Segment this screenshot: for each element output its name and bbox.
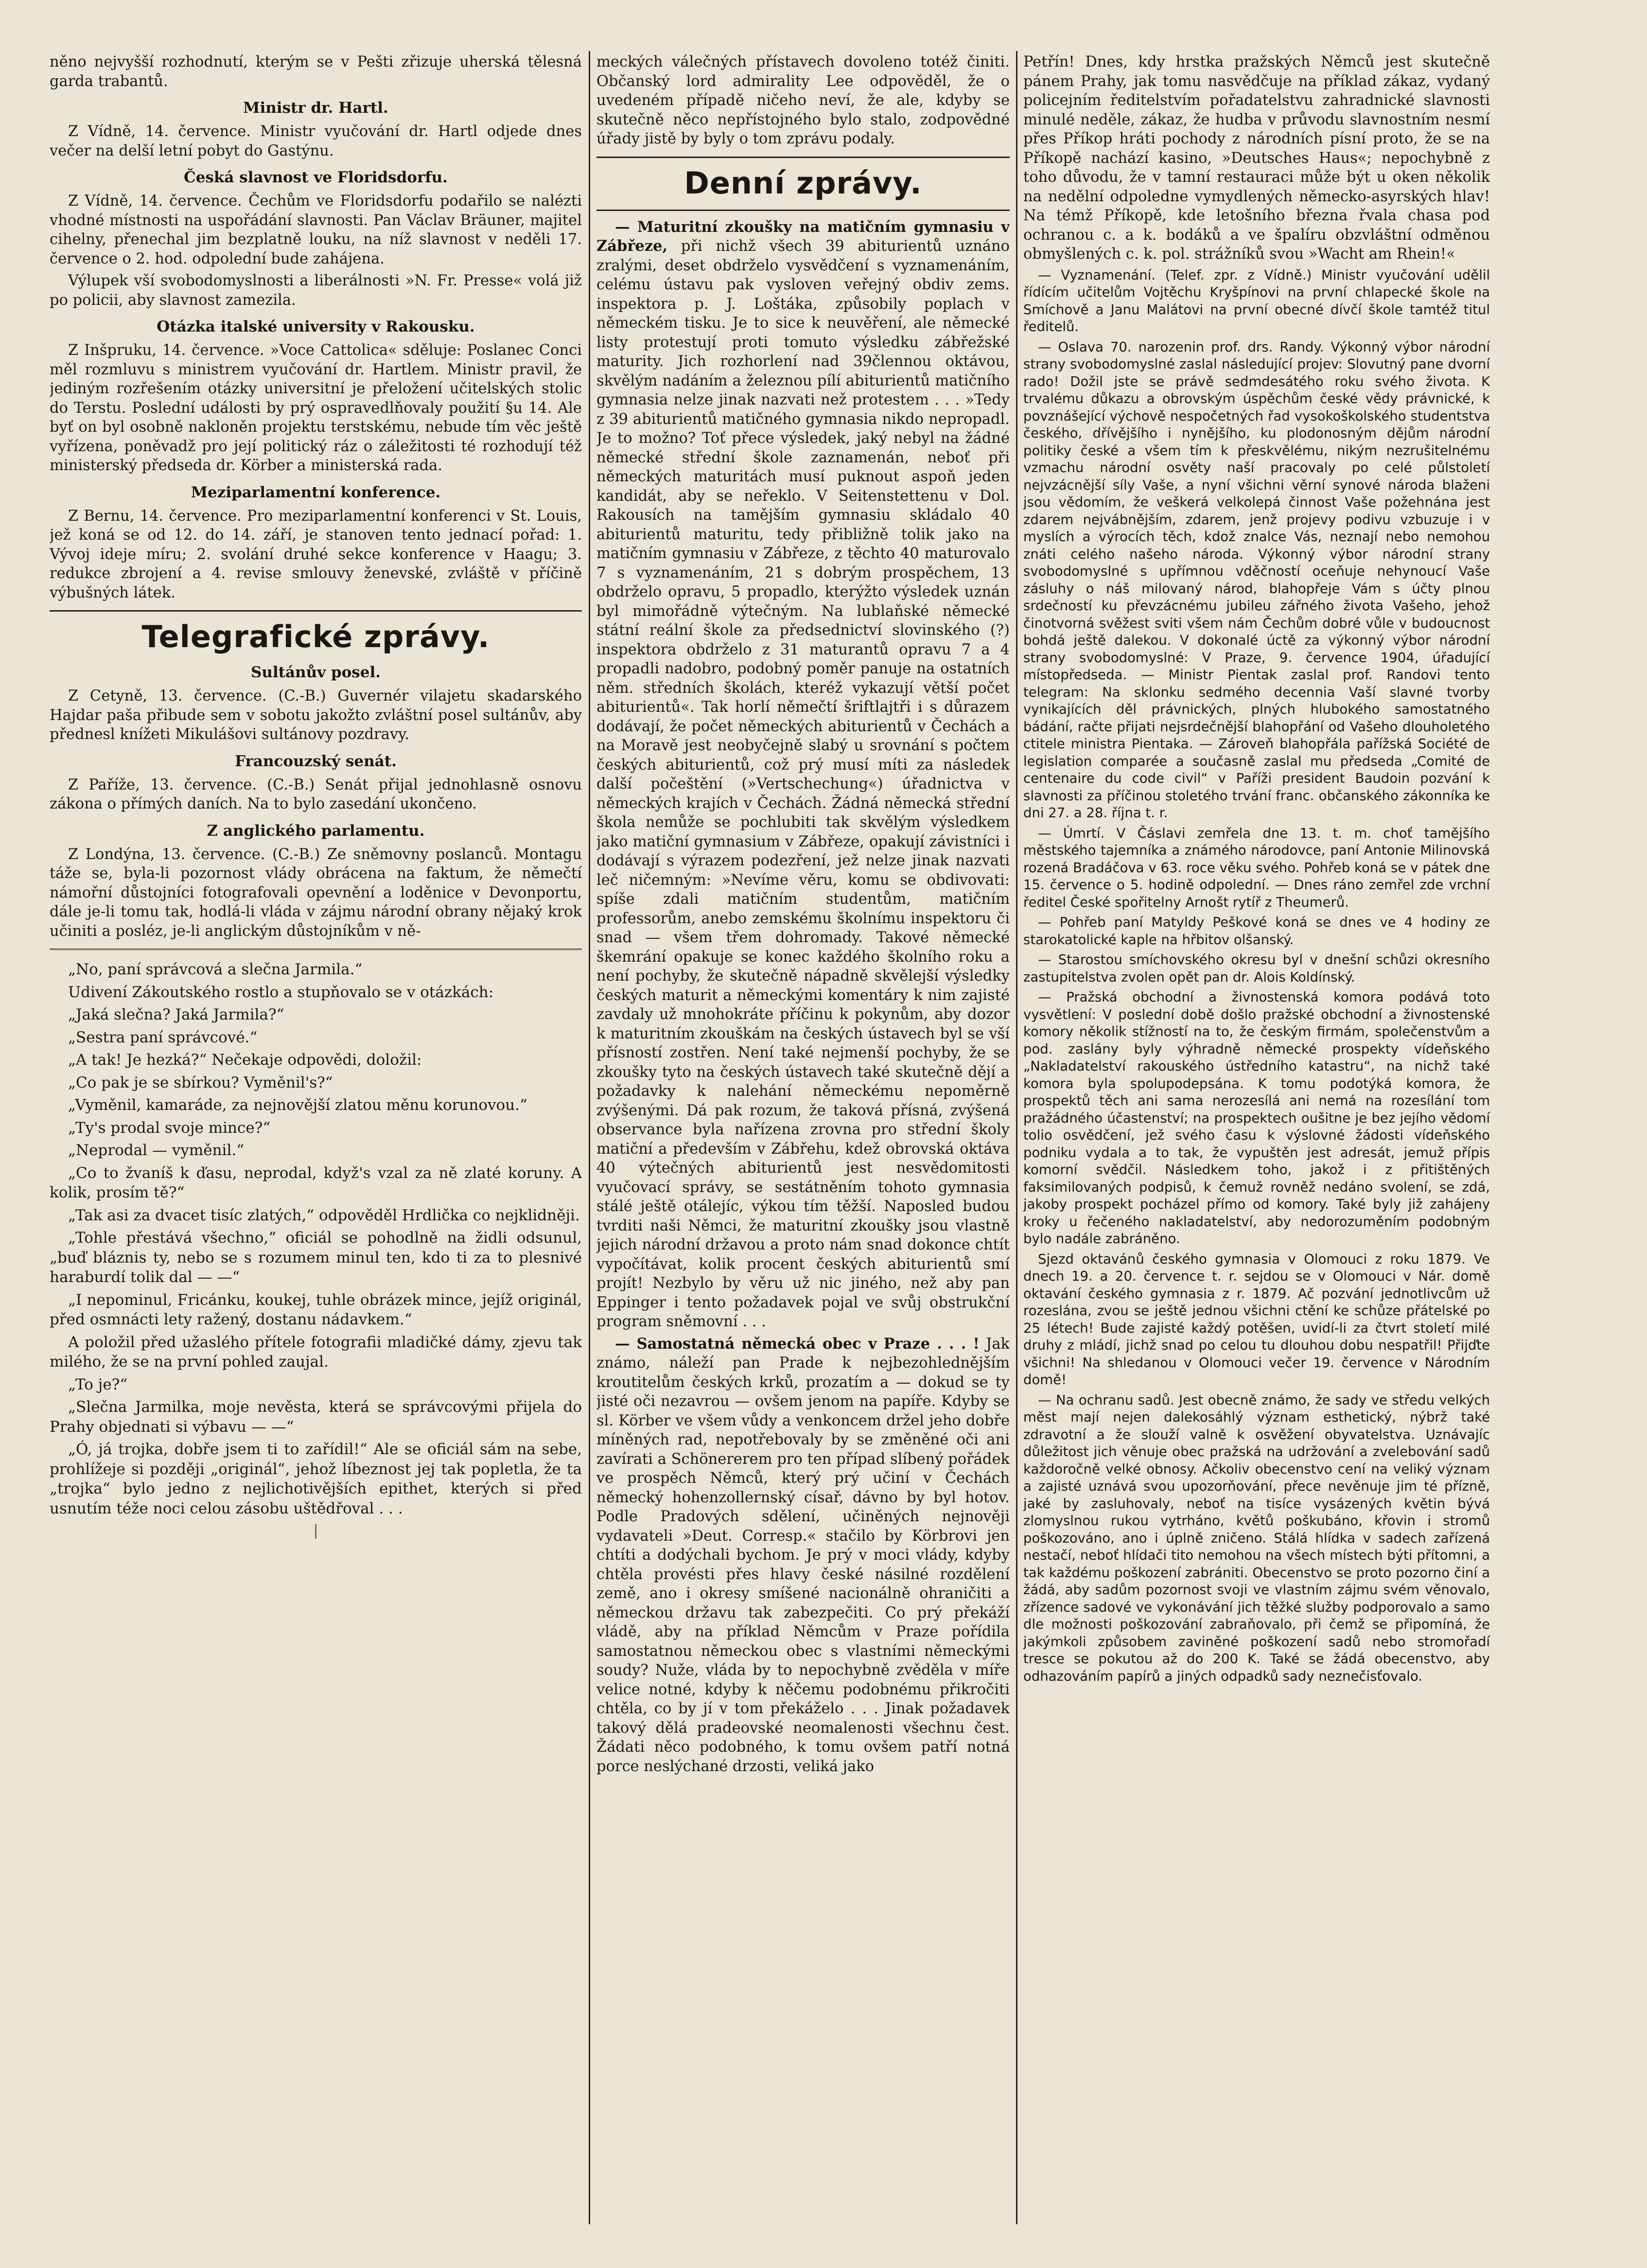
column-divider <box>1016 51 1017 2224</box>
article-text: Výlupek vší svobodomyslnosti a liberálnosti »N. Fr. Presse« volá již po policii, aby slavnost zamezila. <box>50 272 582 309</box>
feuilleton-line: A položil před užaslého přítele fotografii mladičké dámy, zjevu tak milého, že se na první pohled zaujal. <box>50 1333 582 1371</box>
column-right <box>1023 53 1490 2226</box>
feuilleton-line: „Sestra paní správcové.“ <box>68 1028 258 1046</box>
feuilleton-rule <box>50 949 582 953</box>
section-rule <box>596 210 1010 211</box>
article-text: meckých válečných přístavech dovoleno totéž činiti. Občanský lord admirality Lee odpověděl, že o uvedeném případě ničeho neví, že ale, kdyby se skutečně něco nepřístojného bylo stalo, zodpovědné úřady jistě by byly o tom zprávu podaly. <box>596 53 1010 147</box>
article-body: při nichž všech 39 abiturientů uznáno zralými, deset obdrželo vysvědčení s vyznamenáním, celému ústavu pak vysloven veřejný obdiv zems. inspektora p. J. Loštáka, způsobily poplach v německém tisku. Je to sice k neuvěření, ale německé listy protestují proti tomuto výsledku zábřežské maturity. Jich rozhorlení nad 39člennou oktávou, skvělým nadáním a železnou pílí abiturientů matičního gymnasia nelze jinak nazvati než protestem . . . »Tedy z 39 abiturientů matičného gymnasia nikdo nepropadl. Je to možno? Toť přece výsledek, jaký nebyl na žádné německé střední škole zaznamenán, neboť při německých maturitách musí puknout aspoň jeden kandidát, aby se neřeklo. V Seitenstettenu v Dol. Rakousích na tamějším gymnasiu skládalo 40 abiturientů maturitu, tedy přibližně tolik jako na matičním gymnasiu v Zábřeze, z těchto 40 maturovalo 7 s vyznamenáním, 21 s dobrým prospěchem, 13 obdrželo opravu, 5 propadlo, kterýžto výsledek uznán byl mimořádně výtečným. Na lublaňské německé státní reální škole za předsednictví slovinského (?) inspektora obdrželo z 31 maturantů opravu 7 a 4 propadli nadobro, podobný poměr panuje na ostatních něm. středních školách, kteréž vykazují větší počet abiturientů«. Tak horlí němečtí šriftlajtři i s důrazem dodávají, že počet německých abiturientů v Čechách a na Moravě jest neobyčejně slabý u srovnání s počtem českých abiturientů, což prý musí míti za následek další počeštění (»Vertschechung«) úřadnictva v německých krajích v Čechách. Žádná německá střední škola nemůže se pochlubiti tak skvělým výsledkem jako matiční gymnasium v Zábřeze, opakují závistníci i dodávají s výrazem podezření, jež nelze jinak nazvati leč ničemným: »Nevíme věru, komu se obdivovati: spíše zdali matičním studentům, matičním professorům, anebo zemskému školnímu inspektoru či snad — všem třem dohromady. Takové německé škemrání opakuje se konec každého školního roku a není pochyby, že skutečně nápadně skvělejší výsledky českých maturit a německými komentáry k nim zajisté zavdaly už mnohokráte příčinu k pokynům, aby dozor k maturitním zkouškám na českých ústavech byl se vší přísností zostřen. Není také nejmenší pochyby, že se zkoušky tyto na českých ústavech také skutečně dějí a požadavky k nalehání německému nepoměrně zvýšenými. Dá pak rozum, že taková přísná, zvýšená observance byla nařízena zrovna pro střední školy matiční a především v Zábřehu, kdež obrovská oktáva 40 výtečných abiturientů jest nesvědomitosti vyučovací správy, se sestátněním tohoto gymnasia stálé ještě otálejíc, výkou tím těžší. Naposled budou tvrditi naši Němci, že maturitní zkoušky jsou vlastně jejich národní državou a proto nám snad dokonce chtít vypočítávat, kolik procent českých abiturientů smí projít! Nezbylo by věru už nic jiného, než aby pan Eppinger i tento požadavek pojal ve svůj obstrukční program sněmovní . . . <box>596 238 1010 1330</box>
article-text: Z Paříže, 13. července. (C.-B.) Senát přijal jednohlasně osnovu zákona o přímých daních. Na to bylo zasedání ukončeno. <box>50 776 582 812</box>
article-lead: — Maturitní zkoušky na matičním gymnasiu v Zábřeze, <box>596 218 1010 255</box>
article-text: Z Bernu, 14. července. Pro meziparlamentní konferenci v St. Louis, jež koná se od 12. do 14. září, je stanoven tento jednací pořad: 1. Vývoj ideje míru; 2. svolání druhé sekce konference v Haagu; 3. redukce zbrojení a 4. revise smlouvy ženevské, zvláště v příčině výbušných látek. <box>50 507 582 601</box>
article-heading: Otázka italské university v Rakousku. <box>157 318 475 335</box>
feuilleton-line: „Tak asi za dvacet tisíc zlatých,“ odpověděl Hrdlička co nejklidněji. <box>68 1206 580 1224</box>
article-heading: Meziparlamentní konference. <box>191 483 441 501</box>
article-lead: — Samostatná německá obec v Praze . . . ! <box>615 1335 980 1353</box>
news-item: Sjezd oktavánů českého gymnasia v Olomouci z roku 1879. Ve dnech 19. a 20. července t. r. sejdou se v Olomouci v Nár. domě oktavání českého gymnasia z r. 1879. Ač pozvání jednotlivcům už rozeslána, zvou se ještě jednou všichni ctění ke schůze přátelské po 25 létech! Bude zajisté každý potěšen, uvidí-li za čtvrt století milé druhy z mládí, jichž snad po celou tu dlouhou dobu nespatřil! Přijďte všichni! Na shledanou v Olomouci večer 19. července v Národním domě! <box>1023 1251 1490 1388</box>
feuilleton-line: „Neprodal — vyměnil.“ <box>68 1142 245 1159</box>
section-rule <box>596 157 1010 158</box>
feuilleton-line: „Tohle přestává všechno,“ oficiál se pohodlně na židli odsunul, „buď bláznis ty, nebo se s rozumem minul ten, kdo ti za to plesnivé haraburdí tolik dal — —“ <box>50 1229 582 1286</box>
feuilleton-line: „To je?“ <box>68 1375 128 1393</box>
feuilleton-line: Udivení Zákoutského rostlo a stupňovalo se v otázkách: <box>68 983 494 1001</box>
feuilleton-line: „Slečna Jarmilka, moje nevěsta, která se správcovými přijela do Prahy objednati si výbavu — —“ <box>50 1398 582 1436</box>
section-heading: Denní zprávy. <box>684 165 922 201</box>
feuilleton <box>50 960 582 1541</box>
news-item: — Úmrtí. V Čáslavi zemřela dne 13. t. m. choť tamějšího městského tajemníka a známého národovce, paní Antonie Milinovská rozená Bradáčova v 63. roce věku svého. Pohřeb koná se v pátek dne 15. července o 5. hodině odpolední. — Dnes ráno zemřel zde vrchní ředitel České spořitelny Arnošt rytíř z Theumerů. <box>1023 825 1490 910</box>
feuilleton-line: „Vyměnil, kamaráde, za nejnovější zlatou měnu korunovou.“ <box>68 1096 527 1114</box>
feuilleton-line: „A tak! Je hezká?“ Nečekaje odpovědi, doložil: <box>68 1051 422 1069</box>
article-text <box>596 1335 1010 1776</box>
feuilleton-line: „Jaká slečna? Jaká Jarmila?“ <box>68 1006 284 1023</box>
section-rule <box>50 610 582 612</box>
feuilleton-line: „Co to žvaníš k ďasu, neprodal, když's vzal za ně zlaté koruny. A kolik, prosím tě?“ <box>50 1164 582 1201</box>
column-left <box>50 53 582 2226</box>
article-text: Z Vídně, 14. července. Ministr vyučování dr. Hartl odjede dnes večer na delší letní pobyt do Gastýnu. <box>50 123 582 159</box>
feuilleton-line: „No, paní správcová a slečna Jarmila.“ <box>68 961 363 978</box>
news-item: — Vyznamenání. (Telef. zpr. z Vídně.) Ministr vyučování udělil řídícím učitelům Vojtěchu Kryšpínovi na první chlapecké škole na Smíchově a Janu Malátovi na první obecné dívčí škole tamtéž titul ředitelů. <box>1023 267 1490 334</box>
news-item: — Na ochranu sadů. Jest obecně známo, že sady ve středu velkých měst mají nejen dalekosáhlý význam esthetický, nýbrž také zdravotní a že slouží valně k osvěžení obyvatelstva. Uznávajíc důležitost jich věnuje obec pražská na udržování a zvelebování sadů každoročně velké obnosy. Ačkoliv obecenstvo cení na veliký význam a zajisté uznává svou upozorňování, přece nevěnuje jim té přízně, jaké by zasluhovaly, neboť na tisíce vysázených květin bývá zlomyslnou rukou vytrháno, květů poškubáno, křovin i stromů poškozováno, ano i úplně zničeno. Stálá hlídka v sadech zařízená nestačí, neboť hlídači tito nemohou na všech místech býti přítomni, a tak každému poškození zabrániti. Obecenstvo se proto pozorno činí a žádá, aby sadům pozornost svoji ve vlastním zájmu svém věnovalo, zřízence sadové ve vykonávání jich těžké služby podporovalo a samo dle možnosti poškozování zabraňovalo, při čemž se připomíná, že jakýmkoli způsobem zaviněné poškození sadů nebo stromořadí tresce se pokutou až do 200 K. Také se žádá obecenstvo, aby odhazováním papírů a jiných odpadků sady neznečisťovalo. <box>1023 1392 1490 1684</box>
article-text: něno nejvyšší rozhodnutí, kterým se v Pešti zřizuje uherská tělesná garda trabantů. <box>50 53 582 90</box>
section-heading: Telegrafické zprávy. <box>141 619 490 654</box>
article-text: Z Vídně, 14. července. Čechům ve Floridsdorfu podařilo se nalézti vhodné místnosti na uspořádání slavnosti. Pan Václav Bräuner, majitel cihelny, přenechal jim bezplatně louku, na níž slavnost v neděli 17. července o 2. hod. odpolední bude zahájena. <box>50 193 582 267</box>
feuilleton-line: „Co pak je se sbírkou? Vyměnil's?“ <box>68 1073 333 1091</box>
article-text <box>596 218 1010 1332</box>
news-item: — Oslava 70. narozenin prof. drs. Randy. Výkonný výbor národní strany svobodomyslné zaslal následující projev: Slovutný pane dvorní rado! Dožil jste se právě sedmdesátého roku svého života. K trvalému důkazu a obrovským úspěchům české vědy právnické, k povznášející výchově nespočetných řad vysokoškolského studentstva českého, dřívějšího i nynějšího, ku plodonosným dějům národní politiky české a všem tím k přeskvělému, nikým nezrušitelnému vzmachu národní osvěty naší pracovaly po celé půlstoletí nejvzácnější síly Vaše, a nyní všichni věrní synové národa blaženi jsou vědomím, že veškerá velkolepá činnost Vaše požehnána jest zdarem nejvábnějším, zdarem, jenž projevy podivu vzbuzuje i v myslích a výrocích těch, kdož znalce Vás, neznají nebo nemohou znáti celého našeho národa. Výkonný výbor národní strany svobodomyslné s upřímnou vděčností oceňuje nehynoucí Vaše zásluhy o náš milovaný národ, blahopřeje Vám s účty plnou srdečností ku převzácnému jubileu zářného života Vašeho, jehož činotvorná svěžest sviti všem nám Čechům dobré vůle v budoucnost bohdá ještě dalekou. V dokonalé úctě za výkonný výbor národní strany svobodomyslné: V Praze, 9. července 1904, úřadující místopředseda. — Ministr Pientak zaslal prof. Randovi tento telegram: Na sklonku sedmého decennia Vaší slavné tvorby vynikajících děl právnických, plných hlubokého samostatného bádání, račte přijati nejsrdečnější blahopřání od Vašeho dlouholetého ctitele ministra Pientaka. — Zároveň blahopřála pařížská Société de legislation comparée a současně zaslal mu předseda „Comité de centenaire du code civil“ v Paříži president Baudoin pozvání k slavnosti za příčinou stoletého trvání franc. občanského zákonníka ke dni 27. a 28. října t. r. <box>1023 339 1490 821</box>
feuilleton-line: „Ty's prodal svoje mince?“ <box>68 1119 271 1137</box>
feuilleton-line: „Ó, já trojka, dobře jsem ti to zařídil!“ Ale se oficiál sám na sebe, prohlížeje si později „originál“, jehož líbeznost jej tak popletla, že ta „trojka“ bylo jedno z nejlichotivějších epithet, kterých si před usnutím téže noci celou zásobu uštědřoval . . . <box>50 1441 582 1517</box>
article-heading: Česká slavnost ve Floridsdorfu. <box>184 169 448 186</box>
article-text: Z Inšpruku, 14. července. »Voce Cattolica« sděluje: Poslanec Conci měl rozmluvu s ministrem vyučování dr. Hartlem. Ministr pravil, že jediným rozřešením otázky universitní je přeložení učitelských stolic do Terstu. Poslední události by prý ospravedlňovaly použití §u 14. Ale byť on byl osobně nakloněn projektu terstskému, nebude tím věc ještě vyřízena, poněvadž pro její politický ráz o záležitosti té rozhodují též ministerský předseda dr. Körber a ministerská rada. <box>50 342 582 474</box>
article-text: Petřín! Dnes, kdy hrstka pražských Němců jest skutečně pánem Prahy, jak tomu nasvědčuje na příklad zákaz, vydaný policejním ředitelstvím pořadatelstvu zahradnické slavnosti minulé neděle, zákaz, že hudba v průvodu slavnostním nesmí přes Příkop hráti pochody z národních písní proto, že se na Příkopě nachází kasino, »Deutsches Haus«; nepochybně z toho důvodu, že v tamní restauraci může být u oken několik na nedělní odpoledne vymydlených německo-asyrských hlav! Na témž Příkopě, kde letošního března řvala chasa pod ochranou c. a k. bodáků a ve špalíru obzvláštní odměnou obmyšlených c. k. pol. strážníků svou »Wacht am Rhein!« <box>1023 53 1490 263</box>
column-middle <box>596 53 1010 2226</box>
article-heading: Sultánův posel. <box>250 664 381 681</box>
article-text: Z Cetyně, 13. července. (C.-B.) Guvernér vilajetu skadarského Hajdar paša přibude sem v sobotu jakožto zvláštní posel sultánův, aby přednesl knížeti Mikulášovi sultánovy pozdravy. <box>50 687 582 743</box>
feuilleton-end-mark: | <box>313 1522 318 1539</box>
column-divider <box>589 51 590 2224</box>
article-heading: Ministr dr. Hartl. <box>243 99 388 117</box>
news-item: — Pražská obchodní a živnostenská komora podává toto vysvětlení: V poslední době došlo pražské obchodní a živnostenské komory několik stížností na to, že českým firmám, společenstvům a pod. zaslány byly výhradně německé prospekty vídeňského „Nakladatelství rakouského ústředního katastru“, na nichž také komora byla spolupodepsána. K tomu podotýká komora, že prospektů těch ani sama nerozesílá ani nemá na rozesílání tom pražádného účastenství; na prospektech oušitne je bez jejího vědomí tolio osvědčení, jež svého času k výslovné žádosti vídeňského podniku vydala a to tak, že vypuštěn jest adresát, jemuž přípis komorní svědčil. Následkem toho, jakož i z přitištěných faksimilovaných podpisů, k čemuž rovněž nedáno svolení, se zdá, jakoby prospekt pocházel přímo od komory. Také byly již zahájeny kroky u řečeného nakladatelství, aby nedorozuměním podobným bylo nadále zabráněno. <box>1023 989 1490 1247</box>
article-heading: Z anglického parlamentu. <box>207 822 425 840</box>
feuilleton-line: „I nepominul, Fricánku, koukej, tuhle obrázek mince, jejíž originál, před osmnácti lety ražený, dostanu nádavkem.“ <box>50 1291 582 1328</box>
news-item: — Starostou smíchovského okresu byl v dnešní schůzi okresního zastupitelstva zvolen opět pan dr. Alois Koldínský. <box>1023 952 1490 985</box>
news-item: — Pohřeb paní Matyldy Peškové koná se dnes ve 4 hodiny ze starokatolické kaple na hřbitov olšanský. <box>1023 914 1490 948</box>
article-text: Z Londýna, 13. července. (C.-B.) Ze sněmovny poslanců. Montagu táže se, byla-li pozornost vlády obrácena na faktum, že němečtí námořní důstojníci fotografovali opevnění a loděnice v Devonportu, dále je-li tomu tak, hodlá-li vláda v zájmu národní obrany nějaký krok učiniti a posléz, je-li anglickým důstojníkům v ně- <box>50 845 582 940</box>
article-body: Jak známo, náleží pan Prade k nejbezohlednějším kroutitelům českých krků, prozatím a — dokud se ty jisté oči nezavrou — ovšem jenom na papíře. Kdyby se sl. Körber ve všem vůdy a venkoncem držel jeho dobře míněných rad, nepotřebovaly by se změněné oči ani zavírati a Schönererem pro ten případ slíbený pořádek ve prospěch Němců, který prý učiní v Čechách německý hohenzollernský císař, dávno by byl hotov. Podle Pradových sdělení, učiněných nejnověji vydavateli »Deut. Corresp.« stačilo by Körbrovi jen chtíti a dodýchali bychom. Je prý v moci vlády, kdyby chtěla provésti přes hlavy české násilné rozdělení země, ano i okresy smíšené nacionálně ohraničiti a německou državu tak zabezpečiti. Co prý překáží vládě, aby na příklad Němcům v Praze pořídila samostatnou německou obec s vlastními německými soudy? Nuže, vláda by to nepochybně zvěděla v míře velice notné, kdyby k něčemu podobnému přikročiti chtěla, co by jí v tom překáželo . . . Jinak požadavek takový dělá pradeovské neomalenosti všechnu čest. Žádati něco podobného, k tomu ovšem patří notná porce neslýchané drzosti, veliká jako <box>596 1335 1010 1775</box>
article-heading: Francouzský senát. <box>235 752 397 770</box>
